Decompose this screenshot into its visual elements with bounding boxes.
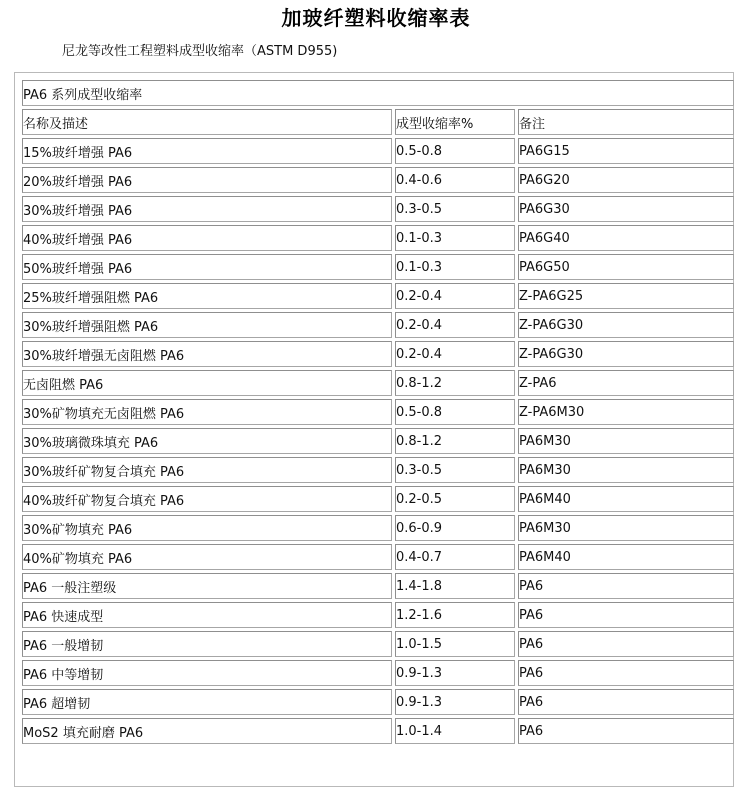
- cell-name: 50%玻纤增强 PA6: [22, 254, 392, 280]
- cell-shrinkage: 0.4-0.7: [395, 544, 515, 570]
- cell-name: 25%玻纤增强阻燃 PA6: [22, 283, 392, 309]
- cell-name: 30%玻纤增强无卤阻燃 PA6: [22, 341, 392, 367]
- series-title-row: [22, 80, 734, 106]
- cell-name: 30%玻纤增强 PA6: [22, 196, 392, 222]
- cell-note: PA6G15: [518, 138, 734, 164]
- table-row: [22, 399, 734, 425]
- cell-name: 30%矿物填充无卤阻燃 PA6: [22, 399, 392, 425]
- cell-note: PA6: [518, 631, 734, 657]
- cell-shrinkage: 0.9-1.3: [395, 660, 515, 686]
- table-row: [22, 167, 734, 193]
- page-title: 加玻纤塑料收缩率表: [281, 6, 471, 30]
- table-row: [22, 283, 734, 309]
- header-shrinkage: 成型收缩率%: [395, 109, 515, 135]
- page-subtitle: 尼龙等改性工程塑料成型收缩率（ASTM D955): [62, 44, 338, 59]
- table-row: [22, 312, 734, 338]
- table-row: [22, 254, 734, 280]
- header-row: [22, 109, 734, 135]
- cell-shrinkage: 0.3-0.5: [395, 457, 515, 483]
- table-row: [22, 370, 734, 396]
- cell-note: PA6G30: [518, 196, 734, 222]
- cell-note: PA6: [518, 573, 734, 599]
- cell-name: 30%矿物填充 PA6: [22, 515, 392, 541]
- table-row: [22, 515, 734, 541]
- cell-note: PA6M40: [518, 544, 734, 570]
- cell-name: 15%玻纤增强 PA6: [22, 138, 392, 164]
- cell-shrinkage: 1.4-1.8: [395, 573, 515, 599]
- cell-shrinkage: 0.2-0.4: [395, 283, 515, 309]
- table-row: [22, 428, 734, 454]
- table-frame: [14, 72, 734, 787]
- table-row: [22, 718, 734, 744]
- cell-note: PA6: [518, 660, 734, 686]
- cell-name: 40%玻纤增强 PA6: [22, 225, 392, 251]
- cell-shrinkage: 1.0-1.4: [395, 718, 515, 744]
- cell-note: Z-PA6: [518, 370, 734, 396]
- table-row: [22, 602, 734, 628]
- cell-name: PA6 一般增韧: [22, 631, 392, 657]
- cell-shrinkage: 0.9-1.3: [395, 689, 515, 715]
- cell-note: Z-PA6M30: [518, 399, 734, 425]
- table-row: [22, 573, 734, 599]
- cell-note: PA6G50: [518, 254, 734, 280]
- table-row: [22, 138, 734, 164]
- table-row: [22, 225, 734, 251]
- cell-note: PA6: [518, 689, 734, 715]
- cell-shrinkage: 0.3-0.5: [395, 196, 515, 222]
- cell-note: Z-PA6G30: [518, 341, 734, 367]
- cell-name: PA6 一般注塑级: [22, 573, 392, 599]
- cell-shrinkage: 0.2-0.4: [395, 312, 515, 338]
- table-row: [22, 660, 734, 686]
- cell-note: PA6M30: [518, 515, 734, 541]
- cell-name: 30%玻璃微珠填充 PA6: [22, 428, 392, 454]
- cell-note: PA6: [518, 602, 734, 628]
- cell-name: 20%玻纤增强 PA6: [22, 167, 392, 193]
- cell-shrinkage: 0.4-0.6: [395, 167, 515, 193]
- cell-shrinkage: 0.8-1.2: [395, 428, 515, 454]
- cell-shrinkage: 0.6-0.9: [395, 515, 515, 541]
- cell-note: PA6G20: [518, 167, 734, 193]
- cell-name: MoS2 填充耐磨 PA6: [22, 718, 392, 744]
- shrinkage-table: [19, 77, 737, 747]
- table-row: [22, 544, 734, 570]
- cell-name: 30%玻纤矿物复合填充 PA6: [22, 457, 392, 483]
- cell-name: PA6 快速成型: [22, 602, 392, 628]
- cell-note: PA6: [518, 718, 734, 744]
- header-note: 备注: [518, 109, 734, 135]
- series-title: PA6 系列成型收缩率: [22, 80, 734, 106]
- cell-shrinkage: 1.0-1.5: [395, 631, 515, 657]
- cell-name: 40%矿物填充 PA6: [22, 544, 392, 570]
- table-row: [22, 457, 734, 483]
- header-name: 名称及描述: [22, 109, 392, 135]
- cell-shrinkage: 0.2-0.5: [395, 486, 515, 512]
- cell-name: PA6 超增韧: [22, 689, 392, 715]
- table-row: [22, 196, 734, 222]
- cell-note: Z-PA6G30: [518, 312, 734, 338]
- cell-name: 40%玻纤矿物复合填充 PA6: [22, 486, 392, 512]
- cell-name: PA6 中等增韧: [22, 660, 392, 686]
- cell-name: 无卤阻燃 PA6: [22, 370, 392, 396]
- cell-note: PA6G40: [518, 225, 734, 251]
- table-row: [22, 631, 734, 657]
- cell-shrinkage: 0.1-0.3: [395, 254, 515, 280]
- cell-shrinkage: 0.5-0.8: [395, 399, 515, 425]
- cell-note: PA6M40: [518, 486, 734, 512]
- cell-shrinkage: 0.2-0.4: [395, 341, 515, 367]
- cell-shrinkage: 0.1-0.3: [395, 225, 515, 251]
- cell-note: PA6M30: [518, 428, 734, 454]
- cell-shrinkage: 0.5-0.8: [395, 138, 515, 164]
- table-row: [22, 486, 734, 512]
- cell-shrinkage: 0.8-1.2: [395, 370, 515, 396]
- table-row: [22, 689, 734, 715]
- table-body: [22, 80, 734, 744]
- table-row: [22, 341, 734, 367]
- cell-note: PA6M30: [518, 457, 734, 483]
- cell-note: Z-PA6G25: [518, 283, 734, 309]
- cell-shrinkage: 1.2-1.6: [395, 602, 515, 628]
- cell-name: 30%玻纤增强阻燃 PA6: [22, 312, 392, 338]
